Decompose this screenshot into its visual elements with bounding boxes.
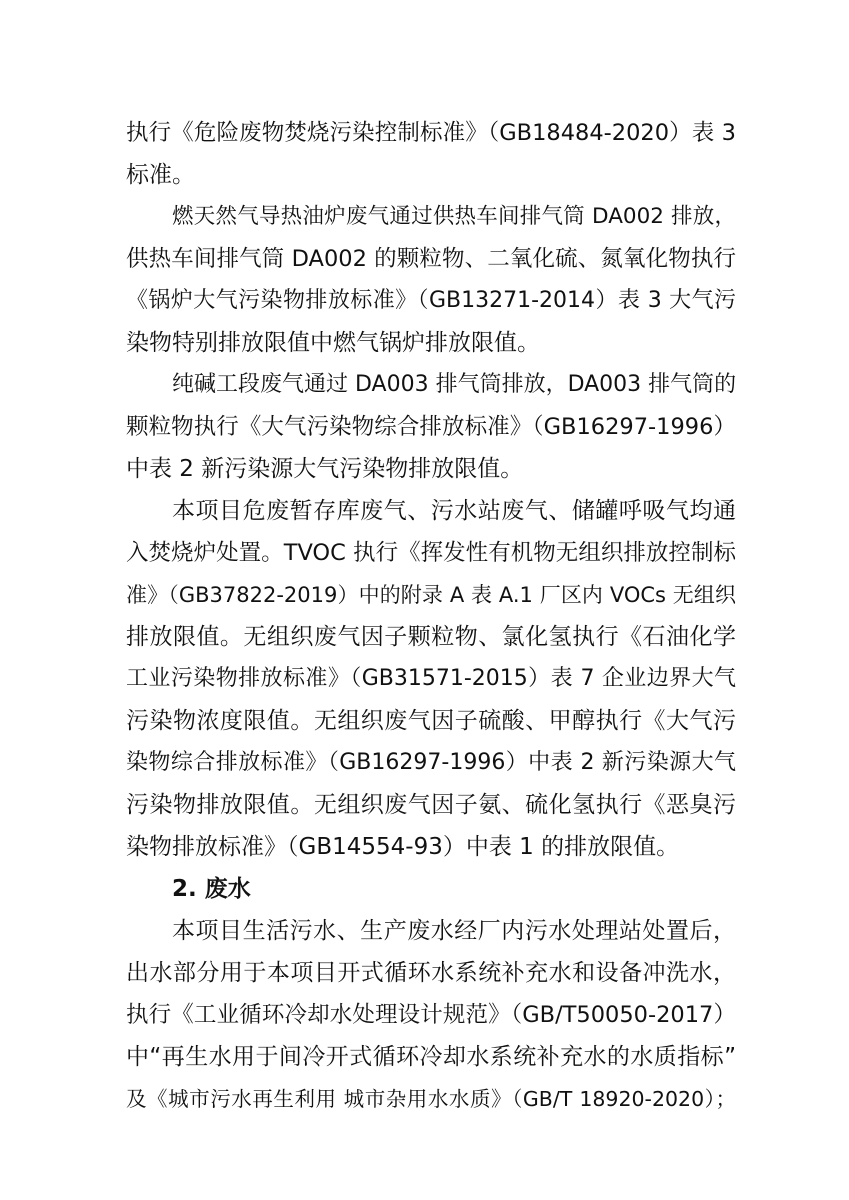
text-line-1: 执行《危险废物焚烧污染控制标准》（GB18484-2020）表 3 — [126, 120, 736, 146]
text-line-7: 纯碱工段废气通过 DA003 排气筒排放，DA003 排气筒的 — [172, 372, 736, 397]
text-line-12: 准》（GB37822-2019）中的附录 A 表 A.1 厂区内 VOCs 无组织 — [126, 583, 736, 607]
text-line-6: 染物特别排放限值中燃气锅炉排放限值。 — [126, 330, 540, 356]
text-line-5: 《锅炉大气污染物排放标准》（GB13271-2014）表 3 大气污 — [126, 288, 736, 313]
text-line-8: 颗粒物执行《大气污染物综合排放标准》（GB16297-1996） — [126, 414, 736, 440]
text-line-23: 中“再生水用于间冷开式循环冷却水系统补充水的水质指标” — [126, 1044, 736, 1070]
text-line-13: 排放限值。无组织废气因子颗粒物、氯化氢执行《石油化学 — [126, 624, 736, 650]
text-line-4: 供热车间排气筒 DA002 的颗粒物、二氧化硫、氮氧化物执行 — [126, 246, 736, 272]
text-line-11: 入焚烧炉处置。TVOC 执行《挥发性有机物无组织排放控制标 — [126, 540, 736, 566]
text-line-2: 标准。 — [126, 162, 195, 188]
text-line-17: 污染物排放限值。无组织废气因子氨、硫化氢执行《恶臭污 — [126, 792, 736, 818]
text-line-14: 工业污染物排放标准》（GB31571-2015）表 7 企业边界大气 — [126, 666, 736, 691]
text-line-24: 及《城市污水再生利用 城市杂用水水质》（GB/T 18920-2020）； — [126, 1087, 736, 1111]
text-line-22: 执行《工业循环冷却水处理设计规范》（GB/T50050-2017） — [126, 1002, 736, 1028]
text-line-21: 出水部分用于本项目开式循环水系统补充水和设备冲洗水， — [126, 960, 736, 986]
text-line-15: 污染物浓度限值。无组织废气因子硫酸、甲醇执行《大气污 — [126, 708, 736, 734]
section-heading-wastewater: 2. 废水 — [172, 876, 251, 902]
text-line-10: 本项目危废暂存库废气、污水站废气、储罐呼吸气均通 — [172, 498, 736, 524]
text-line-9: 中表 2 新污染源大气污染物排放限值。 — [126, 456, 524, 482]
text-line-16: 染物综合排放标准》（GB16297-1996）中表 2 新污染源大气 — [126, 750, 736, 775]
text-line-3: 燃天然气导热油炉废气通过供热车间排气筒 DA002 排放， — [172, 204, 736, 229]
text-line-18: 染物排放标准》（GB14554-93）中表 1 的排放限值。 — [126, 834, 680, 860]
text-line-20: 本项目生活污水、生产废水经厂内污水处理站处置后， — [172, 918, 736, 944]
